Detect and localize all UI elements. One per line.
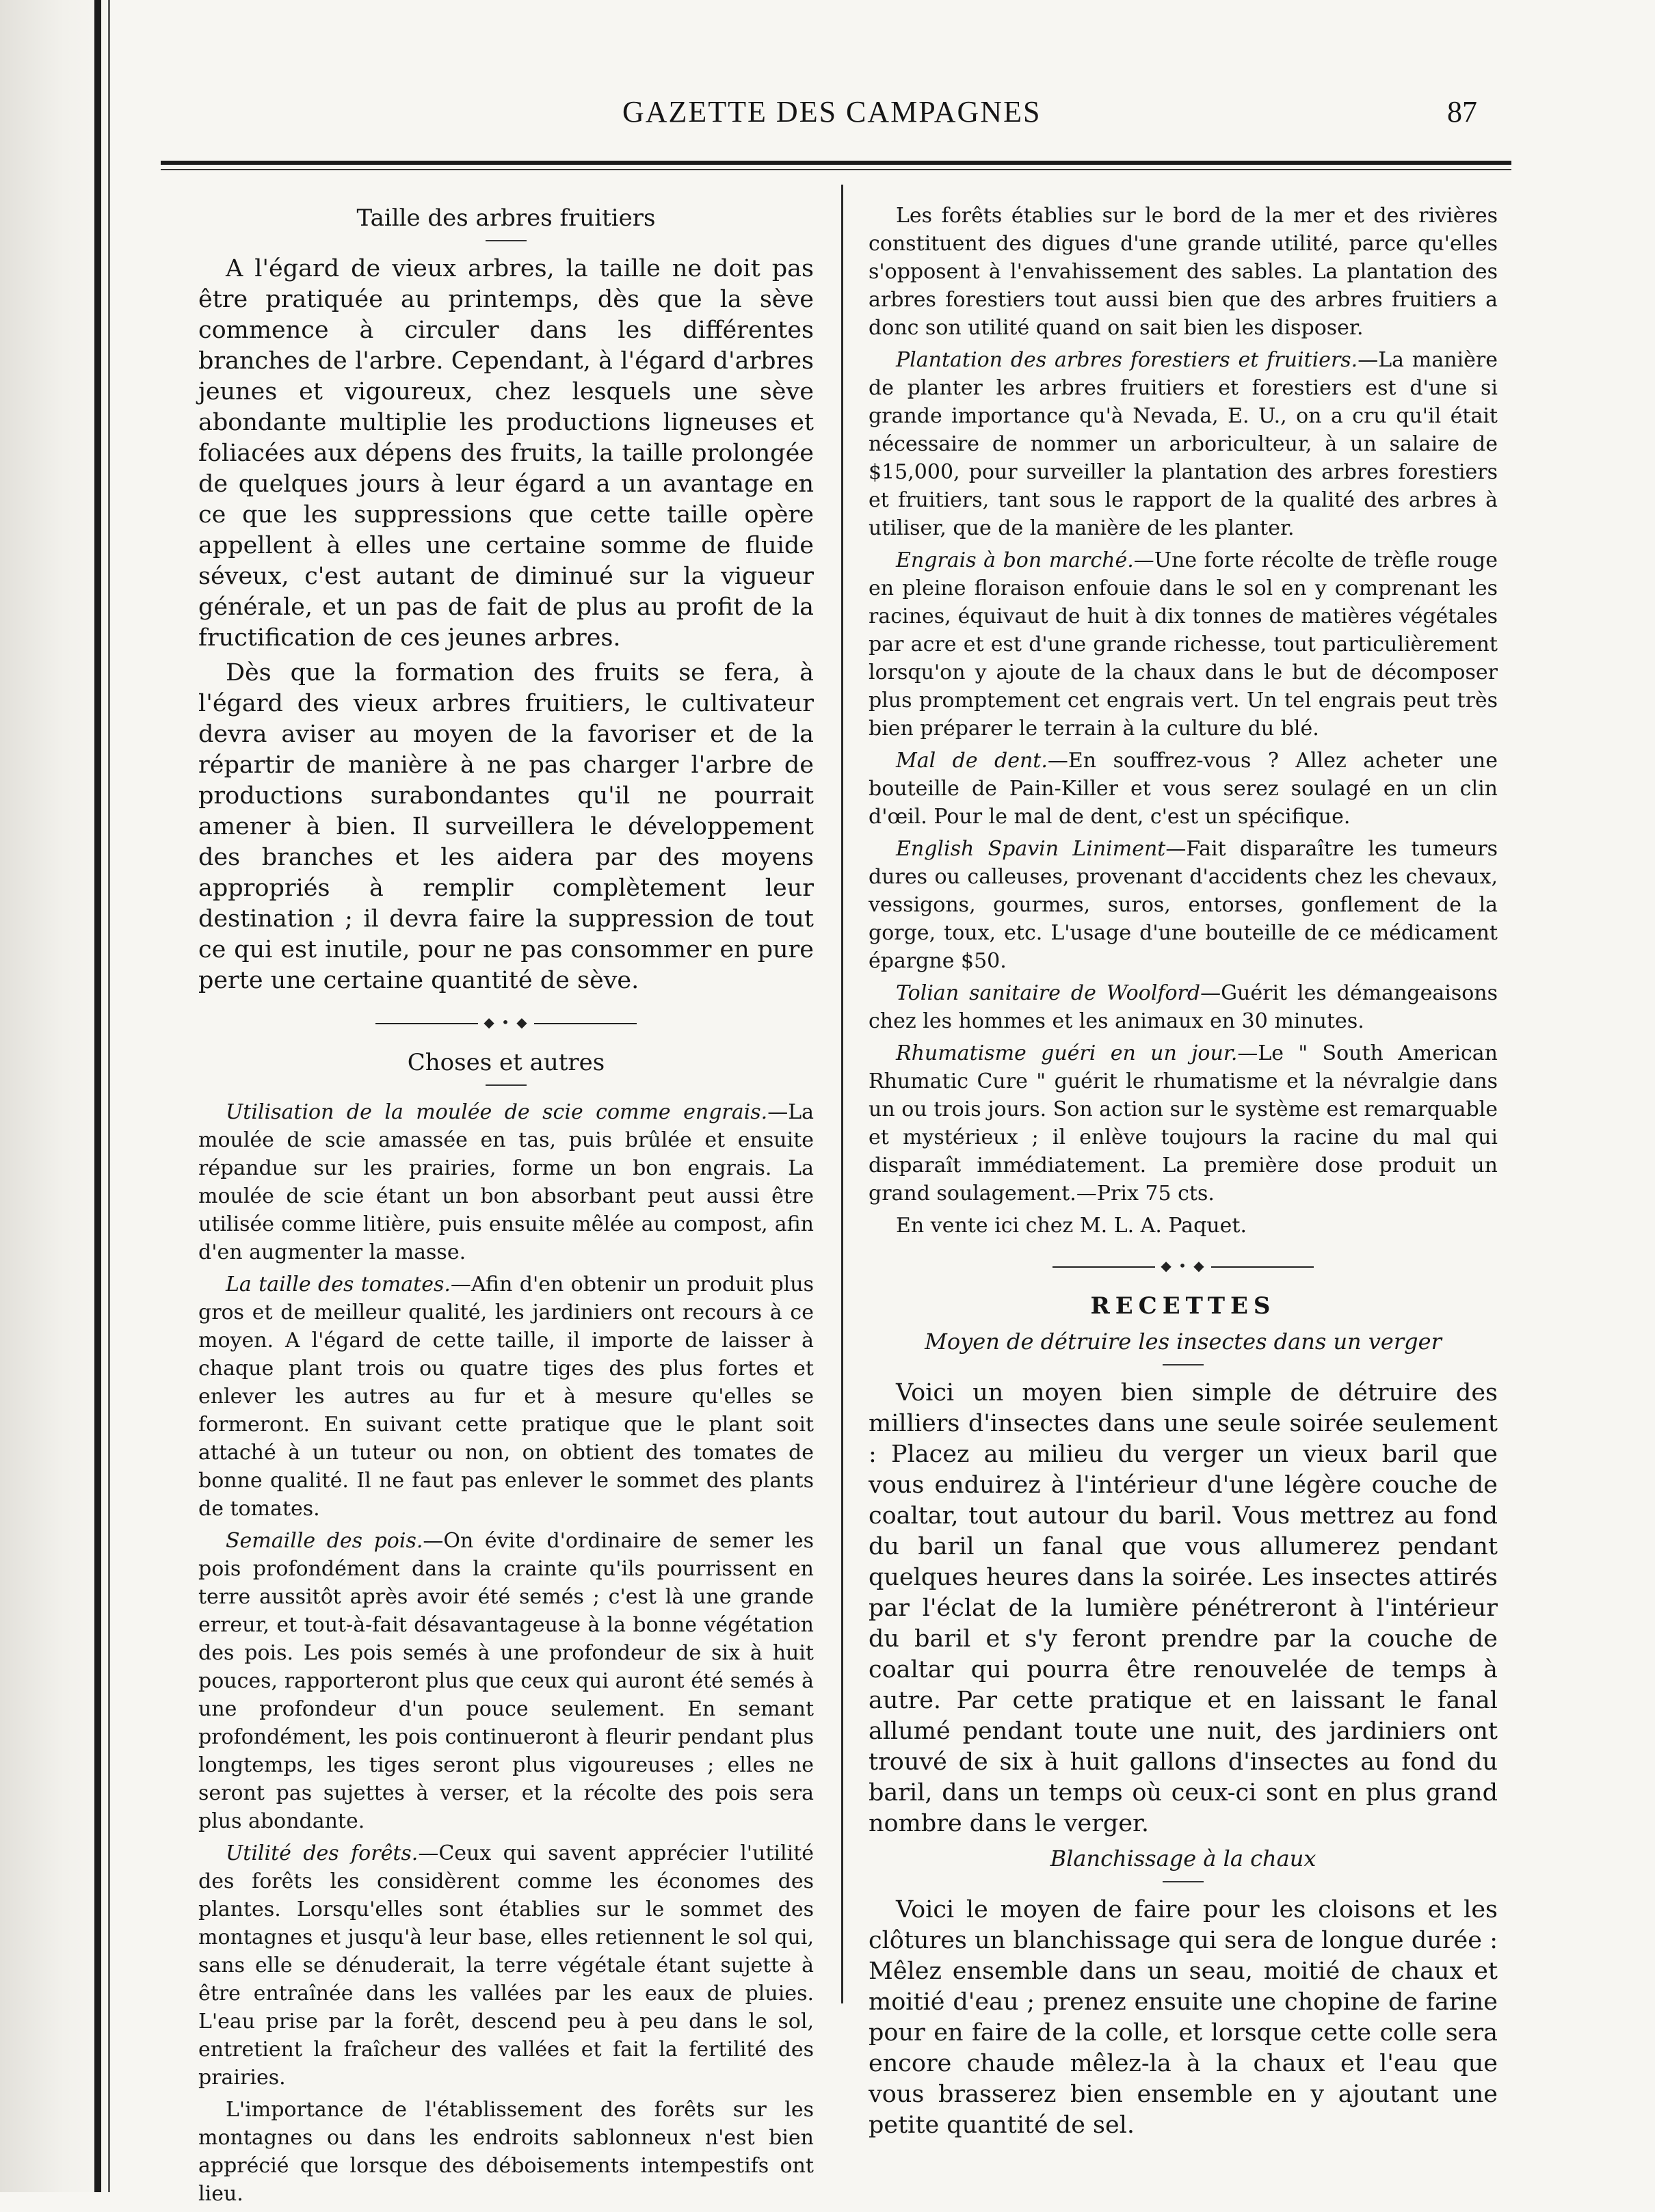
item-text: En vente ici chez M. L. A. Paquet. bbox=[896, 1214, 1247, 1238]
article-item bbox=[869, 546, 1498, 743]
recipe-paragraph: Voici un moyen bien simple de détruire des milliers d'insectes dans une seule soirée seulement : Placez au milieu du verger un vieux baril que vous enduirez à l'intérieur d'une légère couche de coaltar, tout autour du baril. Vous mettrez au fond du baril un fanal que vous allumerez pendant quelques heures dans la soirée. Les insectes attirés par l'éclat de la lumière pénétreront à l'intérieur du baril et s'y feront prendre par la couche de coaltar qui pourra être renouvelée de temps à autre. Par cette pratique et en laissant le fanal allumé pendant toute une nuit, des jardiniers ont trouvé de six à huit gallons d'insectes au fond du baril, dans un temps où ceux-ci sont en plus grand nombre dans le verger. bbox=[869, 1379, 1498, 1837]
item-text: —Ceux qui savent apprécier l'utilité des forêts les considèrent comme les économes des plantes. Lorsqu'elles sont établies sur le sommet des montagnes et jusqu'à leur base, elles retiennent le sol qui, sans elle se dénuderait, la terre végétale étant sujette à être entraînée dans les vallées par les eaux de pluies. L'eau prise par la forêt, descend peu à peu dans le sol, entretient la fraîcheur des vallées et fait la fertilité des prairies. bbox=[198, 1841, 815, 2090]
item-lead: Utilisation de la moulée de scie comme engrais. bbox=[226, 1100, 768, 1124]
page-header bbox=[157, 89, 1505, 144]
article-item bbox=[869, 1039, 1498, 1208]
article-item bbox=[198, 2096, 814, 2208]
article-item bbox=[198, 1839, 814, 2092]
article-item bbox=[869, 202, 1498, 342]
section-title-choses: Choses et autres bbox=[407, 1049, 605, 1076]
item-lead: La taille des tomates. bbox=[226, 1272, 451, 1296]
binding-rule-secondary bbox=[108, 0, 110, 2192]
article-item bbox=[869, 1212, 1498, 1240]
paragraph: A l'égard de vieux arbres, la taille ne doit pas être pratiquée au printemps, dès que la sève commence à circuler dans les différentes branches de l'arbre. Cependant, à l'égard d'arbres jeunes et vigoureux, chez lesquels une sève abondante multiplie les productions ligneuses et foliacées aux dépens des fruits, la taille prolongée de quelques jours à leur égard a un avantage en ce que les suppressions que cette taille opère appellent à elles une certaine somme de fluide séveux, c'est autant de diminué sur la vigueur générale, et un pas de fait de plus au profit de la fructification de ces jeunes arbres. bbox=[198, 255, 814, 652]
section-title-taille: Taille des arbres fruitiers bbox=[356, 204, 656, 232]
section-title-recettes: RECETTES bbox=[1090, 1292, 1276, 1320]
title-rule bbox=[486, 240, 527, 241]
newspaper-title: GAZETTE DES CAMPAGNES bbox=[622, 95, 1042, 129]
recipe-paragraph: Voici le moyen de faire pour les cloisons et les clôtures un blanchissage qui sera de longue durée : Mêlez ensemble dans un seau, moitié de chaux et moitié d'eau ; prenez ensuite une chopine de farine pour en faire de la colle, et lorsque cette colle sera encore chaude mêlez-la à la chaux et l'eau que vous brasserez bien ensemble en y ajoutant une petite quantité de sel. bbox=[869, 1896, 1498, 2139]
item-text: —Guérit les démangeaisons chez les hommes et les animaux en 30 minutes. bbox=[869, 981, 1498, 1033]
title-rule bbox=[1163, 1881, 1204, 1882]
title-rule bbox=[486, 1084, 527, 1086]
header-rule-thin bbox=[161, 169, 1511, 170]
article-item bbox=[869, 835, 1498, 975]
item-text: Les forêts établies sur le bord de la mer et des rivières constituent des digues d'une grande utilité, parce qu'elles s'opposent à l'envahissement des sables. La plantation des arbres forestiers tout aussi bien que des arbres fruitiers a donc son utilité quand on sait bien les disposer. bbox=[869, 204, 1498, 340]
item-text: —Le " South American Rhumatic Cure " guérit le rhumatisme et la névralgie dans un ou trois jours. Son action sur le système est remarquable et mystérieux ; il enlève toujours la racine du mal qui disparaît immédiatement. La première dose produit un grand soulagement.—Prix 75 cts. bbox=[869, 1041, 1498, 1205]
item-text: —Afin d'en obtenir un produit plus gros et de meilleur qualité, les jardiniers ont recours à ce moyen. A l'égard de cette taille, il importe de laisser à chaque plant trois ou quatre tiges des plus fortes et enlever les autres au fur et à mesure qu'elles se formeront. En suivant cette pratique que le plant soit attaché à un tuteur ou non, on obtient des tomates de bonne qualité. Il ne faut pas enlever le sommet des plants de tomates. bbox=[198, 1272, 814, 1521]
right-column bbox=[869, 202, 1498, 2145]
item-lead: Tolian sanitaire de Woolford bbox=[896, 981, 1201, 1005]
item-text: —La manière de planter les arbres fruitiers et forestiers est d'une si grande importance qu'à Nevada, E. U., on a cru qu'il était nécessaire de nommer un arboriculteur, à un salaire de $15,000, pour surveiller la plantation des arbres forestiers et fruitiers, tant sous le rapport de la qualité des arbres à utiliser, que de la manière de les planter. bbox=[869, 348, 1498, 540]
article-item bbox=[198, 1270, 814, 1523]
item-text: —La moulée de scie amassée en tas, puis brûlée et ensuite répandue sur les prairies, forme un bon engrais. La moulée de scie étant un bon absorbant peut aussi être utilisée comme litière, puis ensuite mêlée au compost, afin d'en augmenter la masse. bbox=[198, 1100, 814, 1264]
item-text: —En souffrez-vous ? Allez acheter une bouteille de Pain-Killer et vous serez soulagé en un clin d'œil. Pour le mal de dent, c'est un spécifique. bbox=[869, 749, 1498, 829]
recipe-title-blanchissage: Blanchissage à la chaux bbox=[1050, 1845, 1316, 1871]
item-text: —Une forte récolte de trèfle rouge en pleine floraison enfouie dans le sol en y comprenant les racines, équivaut de huit à dix tonnes de matières végétales par acre et est d'une grande richesse, tout particulièrement lorsqu'on y ajoute de la chaux dans le but de décomposer plus promptement cet engrais vert. Un tel engrais peut très bien préparer le terrain à la culture du blé. bbox=[869, 548, 1498, 741]
article-item bbox=[869, 979, 1498, 1035]
item-lead: Plantation des arbres forestiers et fruitiers. bbox=[896, 348, 1358, 372]
item-lead: Utilité des forêts. bbox=[226, 1841, 419, 1865]
header-rule bbox=[161, 161, 1511, 165]
article-item bbox=[198, 1098, 814, 1266]
item-text: —Fait disparaître les tumeurs dures ou calleuses, provenant d'accidents chez les chevaux, vessigons, gourmes, suros, entorses, gonflement de la gorge, toux, etc. L'usage d'une bouteille de ce médicament épargne $50. bbox=[869, 837, 1498, 973]
title-rule bbox=[1163, 1364, 1204, 1365]
article-item bbox=[869, 346, 1498, 542]
left-column bbox=[198, 202, 814, 2212]
article-item bbox=[869, 747, 1498, 831]
item-lead: Engrais à bon marché. bbox=[896, 548, 1134, 572]
item-text: —On évite d'ordinaire de semer les pois profondément dans la crainte qu'ils pourrissent en terre aussitôt après avoir été semés ; c'est là une grande erreur, et tout-à-fait désavantageuse à la bonne végétation des pois. Les pois semés à une profondeur de six à huit pouces, rapporteront plus que ceux qui auront été semés à une profondeur d'un pouce seulement. En semant profondément, les pois continueront à fleurir pendant plus longtemps, les tiges seront plus vigoureuses ; elles ne seront pas sujettes à verser, et la récolte des pois sera plus abondante. bbox=[198, 1529, 814, 1833]
item-lead: Semaille des pois. bbox=[226, 1529, 423, 1553]
paragraph: Dès que la formation des fruits se fera, à l'égard des vieux arbres fruitiers, le cultivateur devra aviser au moyen de la favoriser et de la répartir de manière à ne pas charger l'arbre de productions surabondantes qu'il ne pourrait amener à bien. Il surveillera le développement des branches et les aidera par des moyens appropriés à remplir complètement leur destination ; il devra faire la suppression de tout ce qui est inutile, pour ne pas consommer en pure perte une certaine quantité de sève. bbox=[198, 659, 814, 994]
item-lead: English Spavin Liniment bbox=[896, 837, 1166, 861]
section-ornament: ◆ • ◆ bbox=[869, 1252, 1498, 1280]
column-divider bbox=[841, 185, 843, 2003]
section-ornament: ◆ • ◆ bbox=[198, 1009, 814, 1037]
page-number: 87 bbox=[1447, 95, 1477, 129]
article-item bbox=[198, 1527, 814, 1835]
item-lead: Mal de dent. bbox=[896, 749, 1048, 773]
item-lead: Rhumatisme guéri en un jour. bbox=[896, 1041, 1238, 1065]
item-text: L'importance de l'établissement des forêts sur les montagnes ou dans les endroits sablonneux n'est bien apprécié que lorsque des déboisements intempestifs ont lieu. bbox=[198, 2098, 814, 2206]
binding-rule bbox=[94, 0, 101, 2192]
recipe-title-insectes: Moyen de détruire les insectes dans un verger bbox=[925, 1329, 1442, 1355]
